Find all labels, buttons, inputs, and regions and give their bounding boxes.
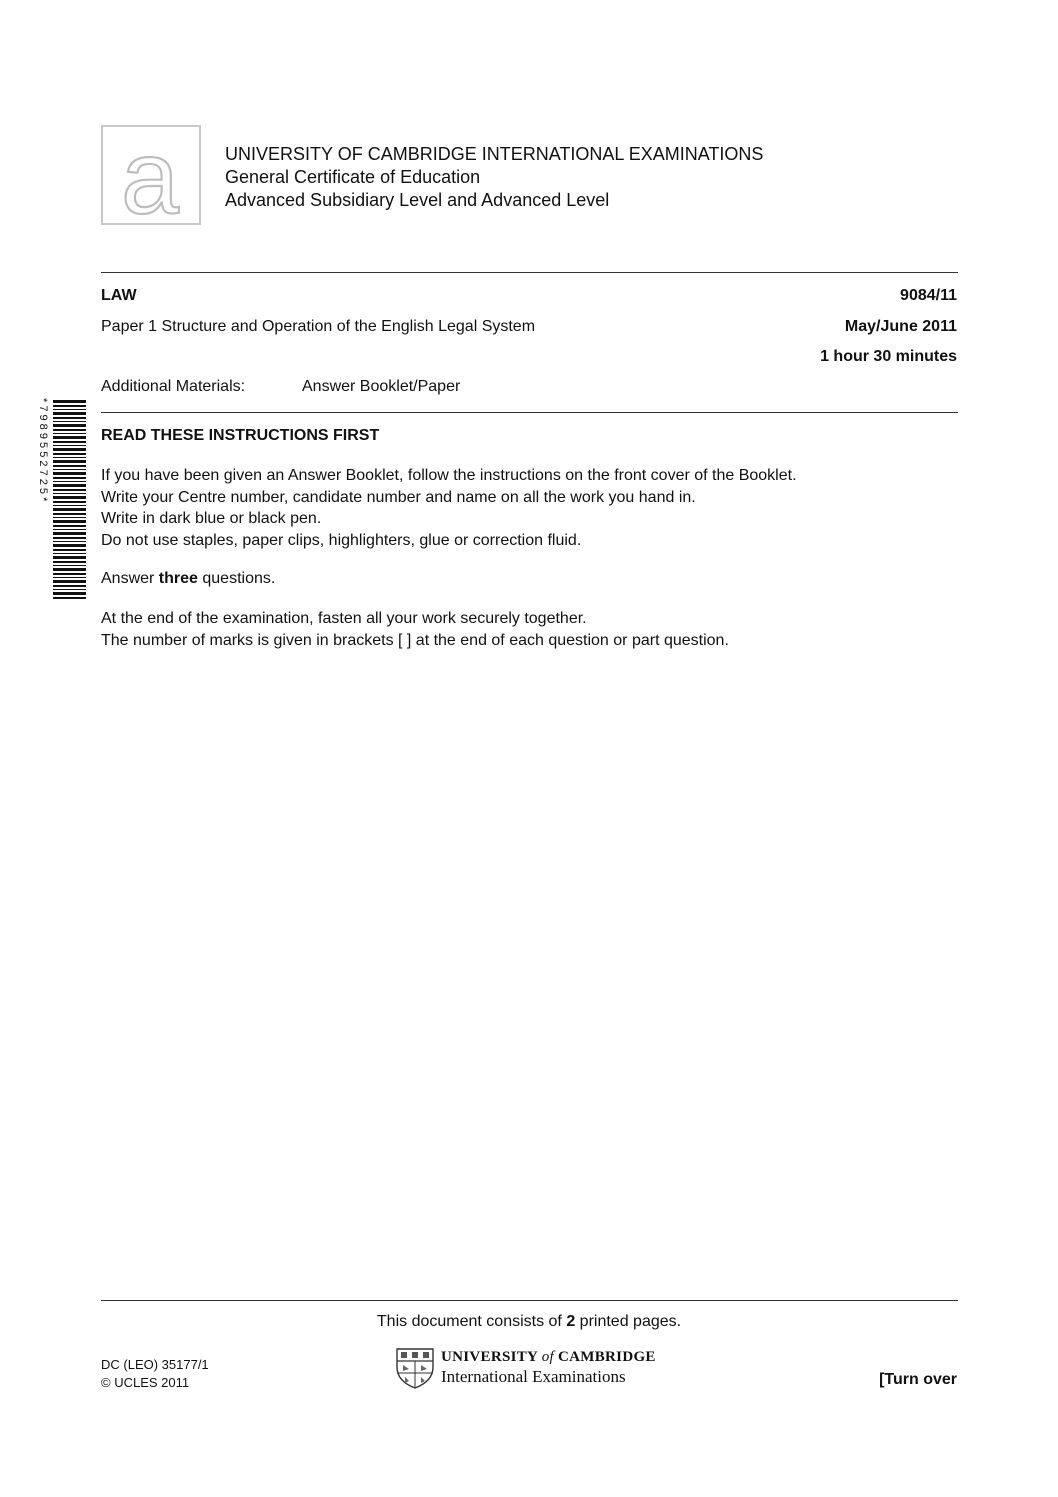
copyright: © UCLES 2011 xyxy=(101,1375,190,1390)
answer-count: three xyxy=(158,570,198,587)
instruction-line: At the end of the examination, fasten all your work securely together. xyxy=(101,610,587,627)
exam-session: May/June 2011 xyxy=(844,318,957,335)
paper-code: 9084/11 xyxy=(900,287,957,304)
instruction-line: Write your Centre number, candidate number and name on all the work you hand in. xyxy=(101,488,696,506)
instructions-block-3 xyxy=(101,608,729,651)
wordmark-line-2: International Examinations xyxy=(441,1367,626,1386)
answer-instruction xyxy=(101,568,275,590)
header-line-1: UNIVERSITY OF CAMBRIDGE INTERNATIONAL EXAMINATIONS xyxy=(225,144,764,164)
letter-a-logo-icon xyxy=(103,127,199,223)
materials-divider xyxy=(101,412,958,413)
subject-title: LAW xyxy=(101,287,137,304)
document-reference xyxy=(101,1356,209,1392)
cambridge-crest xyxy=(395,1347,435,1389)
header-divider xyxy=(101,272,958,273)
instructions-heading: READ THESE INSTRUCTIONS FIRST xyxy=(101,427,380,444)
wordmark-university: UNIVERSITY xyxy=(441,1349,542,1365)
header-line-3: Advanced Subsidiary Level and Advanced Level xyxy=(225,190,610,210)
logo-letter: a xyxy=(121,127,179,223)
candidate-barcode xyxy=(35,396,87,602)
wordmark-line-1 xyxy=(441,1349,656,1366)
exam-board-header xyxy=(225,143,763,212)
footer-divider xyxy=(101,1300,958,1301)
page-count-note xyxy=(0,1313,1058,1331)
turn-over-note: [Turn over xyxy=(879,1371,957,1388)
instruction-line: Write in dark blue or black pen. xyxy=(101,510,322,527)
instructions-block-1 xyxy=(101,465,797,551)
instruction-line: Do not use staples, paper clips, highlighters, glue or correction fluid. xyxy=(101,531,582,549)
materials-label: Additional Materials: xyxy=(101,378,246,395)
wordmark-of: of xyxy=(541,1349,554,1365)
pages-count: 2 xyxy=(566,1313,576,1330)
exam-duration: 1 hour 30 minutes xyxy=(820,348,957,365)
pages-suffix: printed pages. xyxy=(575,1313,682,1330)
wordmark-cambridge: CAMBRIDGE xyxy=(553,1349,656,1365)
instruction-line: If you have been given an Answer Booklet, follow the instructions on the front cover of the Booklet. xyxy=(101,467,797,484)
barcode-text: * 7 9 8 9 5 5 2 7 2 5 * xyxy=(37,398,49,502)
answer-suffix: questions. xyxy=(197,570,276,587)
crest-shield-icon xyxy=(395,1347,435,1389)
doc-ref: DC (LEO) 35177/1 xyxy=(101,1357,209,1372)
paper-title: Paper 1 Structure and Operation of the English Legal System xyxy=(101,318,536,335)
header-line-2: General Certificate of Education xyxy=(225,167,481,187)
exam-board-logo xyxy=(101,125,201,225)
instruction-line: The number of marks is given in brackets [ ] at the end of each question or part question. xyxy=(101,631,729,649)
pages-prefix: This document consists of xyxy=(376,1313,567,1330)
materials-value: Answer Booklet/Paper xyxy=(302,378,461,395)
cambridge-wordmark xyxy=(441,1349,656,1387)
barcode-icon xyxy=(35,396,87,602)
answer-prefix: Answer xyxy=(101,570,159,587)
